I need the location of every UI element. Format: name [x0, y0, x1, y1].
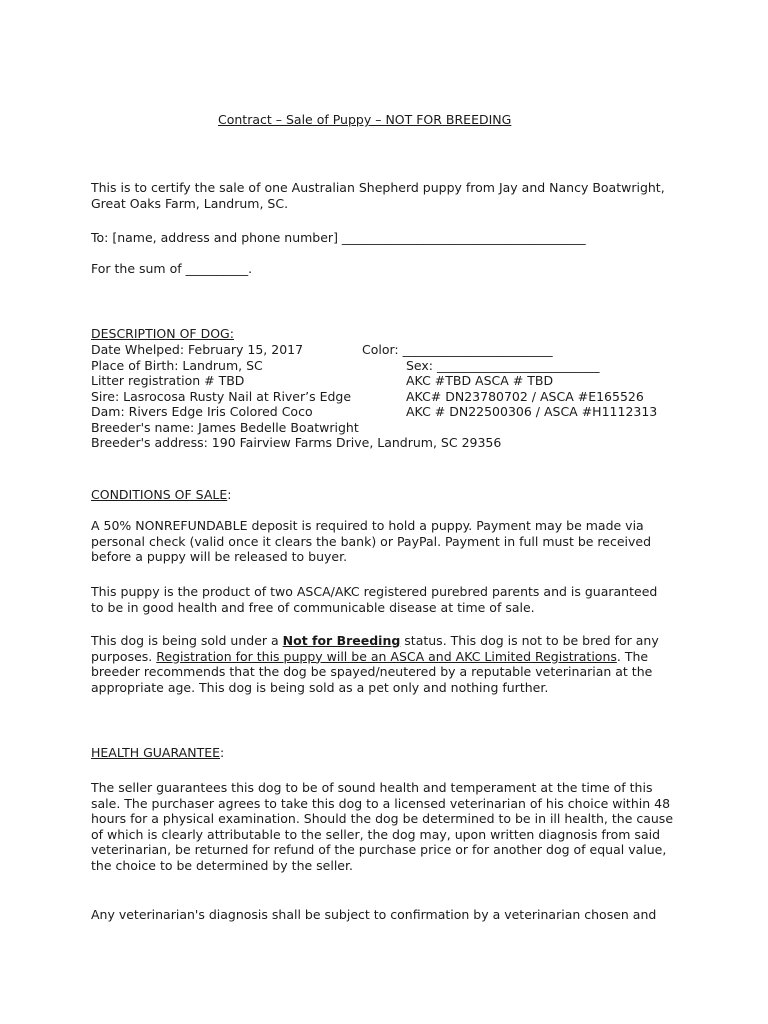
sum-line: For the sum of __________.: [91, 261, 253, 276]
sire-registration: AKC# DN23780702 / ASCA #E165526: [406, 389, 644, 404]
limited-registration-emphasis: Registration for this puppy will be an ASCA and AKC Limited Registrations: [156, 648, 617, 664]
text-run: This dog is being sold under a: [91, 633, 283, 648]
text-run: status. This dog is not to be bred for any: [400, 633, 659, 648]
breeder-address: Breeder's address: 190 Fairview Farms Drive, Landrum, SC 29356: [91, 435, 502, 450]
sire: Sire: Lasrocosa Rusty Nail at River’s Edge: [91, 389, 352, 404]
health-heading-colon: :: [220, 745, 225, 760]
paragraph-line: to be in good health and free of communicable disease at time of sale.: [91, 599, 535, 615]
date-whelped: Date Whelped: February 15, 2017: [91, 342, 304, 357]
health-heading-text: HEALTH GUARANTEE: [91, 745, 220, 760]
paragraph-line: before a puppy will be released to buyer.: [91, 549, 348, 565]
conditions-heading-text: CONDITIONS OF SALE: [91, 487, 228, 502]
dam: Dam: Rivers Edge Iris Colored Coco: [91, 404, 313, 419]
conditions-heading: [91, 487, 231, 503]
document-title: [218, 112, 511, 128]
guarantee-paragraph: [91, 584, 679, 615]
health-paragraph: [91, 780, 679, 874]
paragraph-line: The seller guarantees this dog to be of sound health and temperament at the time of this: [91, 780, 653, 795]
text-run: . The: [616, 648, 649, 664]
paragraph-line: breeder recommends that the dog be spayed/neutered by a reputable veterinarian at the: [91, 664, 653, 680]
not-for-breeding-emphasis: Not for Breeding: [282, 633, 401, 648]
paragraph-line: veterinarian, be returned for refund of the purchase price or for another dog of equal value,: [91, 842, 667, 858]
title-not-for-breeding: NOT FOR BREEDING: [385, 112, 512, 127]
description-heading: DESCRIPTION OF DOG:: [91, 326, 234, 341]
conditions-paragraph: [91, 518, 679, 565]
breeder-name: Breeder's name: James Bedelle Boatwright: [91, 420, 359, 435]
to-line: To: [name, address and phone number] _______________________________________: [91, 230, 586, 245]
conditions-heading-colon: :: [227, 487, 232, 502]
paragraph-line: [91, 633, 679, 649]
paragraph-line: hours for a physical examination. Should the dog be determined to be in ill health, the cause: [91, 811, 674, 827]
health-heading: [91, 745, 224, 761]
paragraph-line: sale. The purchaser agrees to take this dog to a licensed veterinarian of his choice within 48: [91, 795, 671, 811]
litter-registration: Litter registration # TBD: [91, 373, 245, 388]
color-field: Color: ________________________: [362, 342, 553, 357]
dam-registration: AKC # DN22500306 / ASCA #H1112313: [406, 404, 658, 419]
paragraph-line: A 50% NONREFUNDABLE deposit is required to hold a puppy. Payment may be made via: [91, 518, 644, 533]
paragraph-line: personal check (valid once it clears the bank) or PayPal. Payment in full must be received: [91, 533, 652, 549]
diagnosis-paragraph: [91, 907, 679, 923]
title-text: Contract – Sale of Puppy –: [218, 112, 386, 127]
litter-akc-asca: AKC #TBD ASCA # TBD: [406, 373, 554, 388]
breeding-status-paragraph: [91, 633, 679, 695]
sex-field: Sex: __________________________: [406, 358, 600, 373]
paragraph-line: This puppy is the product of two ASCA/AKC registered purebred parents and is guaranteed: [91, 584, 658, 599]
intro-paragraph: [91, 180, 679, 211]
intro-line: This is to certify the sale of one Australian Shepherd puppy from Jay and Nancy Boatwright,: [91, 180, 665, 195]
paragraph-line: [91, 649, 679, 665]
paragraph-line: appropriate age. This dog is being sold as a pet only and nothing further.: [91, 679, 549, 695]
text-run: purposes.: [91, 648, 157, 664]
paragraph-line: Any veterinarian's diagnosis shall be subject to confirmation by a veterinarian chosen and: [91, 907, 657, 922]
paragraph-line: the choice to be determined by the seller.: [91, 857, 353, 873]
intro-line: Great Oaks Farm, Landrum, SC.: [91, 195, 289, 211]
place-of-birth: Place of Birth: Landrum, SC: [91, 358, 263, 373]
paragraph-line: of which is clearly attributable to the seller, the dog may, upon written diagnosis from said: [91, 826, 661, 842]
